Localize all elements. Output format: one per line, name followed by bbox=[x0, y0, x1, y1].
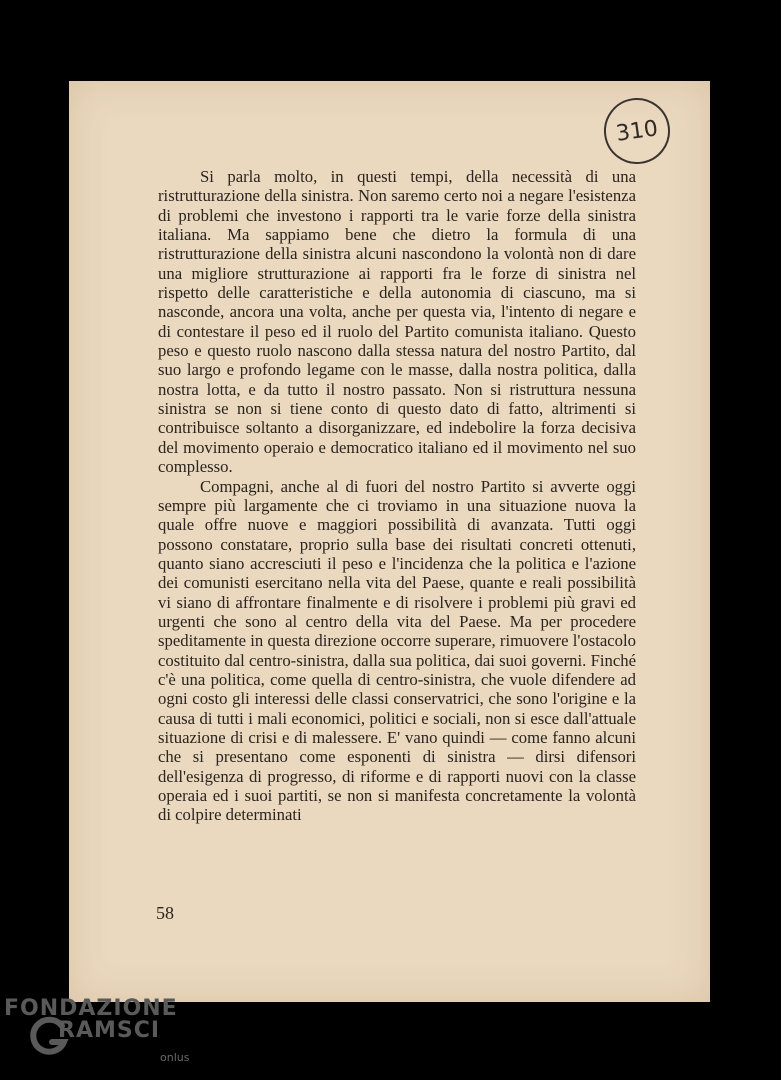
watermark-suffix: onlus bbox=[160, 1051, 190, 1064]
paragraph-1: Si parla molto, in questi tempi, della necessità di una ristrutturazione della sinistra. Non saremo certo noi a negare l'esistenza di problemi che investono i rapporti tra le varie forze della sinistra italiana. Ma sappiamo bene che dietro la formula di una ristrutturazione della sinistra alcuni nascondono la volontà non di dare una migliore strutturazione ai rapporti fra le forze di sinistra nel rispetto delle caratteristiche e della autonomia di ciascuno, ma si nasconde, ancora una volta, anche per questa via, l'intento di negare e di contestare il peso ed il ruolo del Partito comunista italiano. Questo peso e questo ruolo nascono dalla stessa natura del nostro Partito, dal suo largo e profondo legame con le masse, dalla nostra politica, dalla nostra lotta, e da tutto il nostro passato. Non si ristruttura nessuna sinistra se non si tiene conto di questo dato di fatto, altrimenti si contribuisce soltanto a disorganizzare, ed indebolire la forza decisiva del movimento operaio e democratico italiano ed il movimento nel suo complesso. bbox=[158, 167, 636, 477]
document-page bbox=[69, 81, 710, 1002]
watermark-line1: FONDAZIONE bbox=[4, 996, 178, 1021]
page-number: 58 bbox=[156, 903, 174, 923]
watermark-line2: RAMSCI bbox=[58, 1018, 161, 1043]
paragraph-2: Compagni, anche al di fuori del nostro Partito si avverte oggi sempre più largamente che ci troviamo in una situazione nuova la quale offre nuove e maggiori possibilità di avanzata. Tutti oggi possono constatare, proprio sulla base dei risultati concreti ottenuti, quanto siano accresciuti il peso e l'incidenza che la politica e l'azione dei comunisti esercitano nella vita del Paese, quante e reali possibilità vi siano di affrontare finalmente e di risolvere i problemi più gravi ed urgenti che sono al centro della vita del Paese. Ma per procedere speditamente in questa direzione occorre superare, rimuovere l'ostacolo costituito dal centro-sinistra, dalla sua politica, dai suoi governi. Finché c'è una politica, come quella di centro-sinistra, che vuole difendere ad ogni costo gli interessi delle classi conservatrici, che sono l'origine e la causa di tutti i mali economici, politici e sociali, non si esce dall'attuale situazione di crisi e di malessere. E' vano quindi — come fanno alcuni che si presentano come esponenti di sinistra — dirsi difensori dell'esigenza di progresso, di riforme e di rapporti nuovi con la classe operaia ed i suoi partiti, se non si manifesta concretamente la volontà di colpire determinati bbox=[158, 476, 636, 825]
fondazione-gramsci-watermark bbox=[4, 996, 204, 1080]
archive-number-stamp bbox=[600, 94, 675, 169]
body-text bbox=[158, 167, 636, 825]
archive-number: 310 bbox=[614, 115, 660, 147]
